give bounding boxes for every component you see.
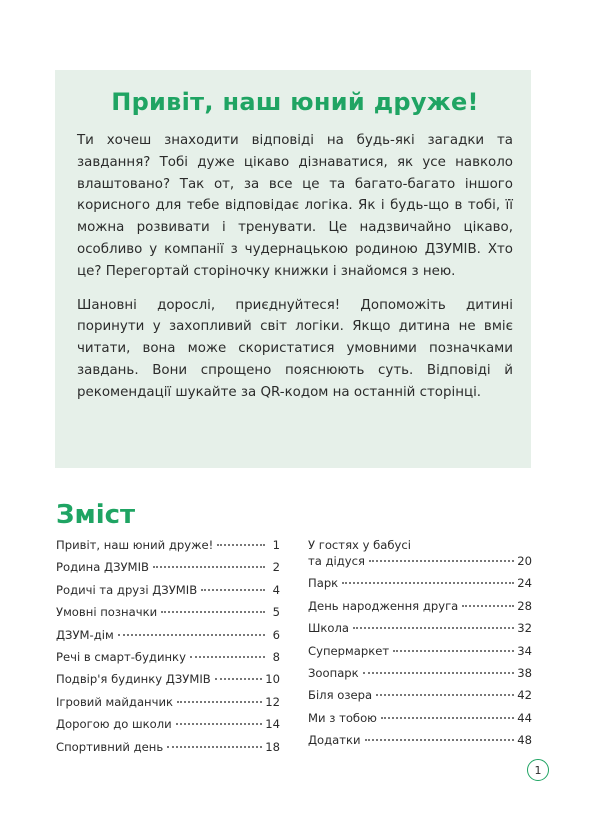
- toc-entry-page: 8: [272, 649, 280, 664]
- toc-entry-label: Родичі та друзі ДЗУМІВ: [56, 582, 198, 597]
- toc-entry-label: Школа: [308, 621, 350, 636]
- toc-entry[interactable]: [56, 605, 280, 627]
- toc-leader-dots: [201, 589, 265, 591]
- toc-entry[interactable]: [56, 628, 280, 650]
- toc-entry-page: 10: [265, 672, 280, 687]
- toc-leader-dots: [363, 672, 515, 674]
- toc-entry-label: Дорогою до школи: [56, 717, 172, 732]
- toc-leader-dots: [342, 582, 514, 584]
- toc-entry-label: Парк: [308, 576, 339, 591]
- toc-entry-page: 2: [272, 560, 280, 575]
- toc-leader-dots: [176, 723, 263, 725]
- toc-entry-page: 48: [517, 733, 532, 748]
- toc-entry-label: Спортивний день: [56, 739, 164, 754]
- toc-entry[interactable]: [308, 621, 532, 643]
- toc-entry[interactable]: [308, 666, 532, 688]
- intro-title: Привіт, наш юний друже!: [111, 88, 479, 116]
- toc-leader-dots: [353, 627, 514, 629]
- toc-leader-dots: [167, 746, 262, 748]
- toc-entry[interactable]: [56, 672, 280, 694]
- toc-entry-page: 38: [517, 665, 532, 680]
- toc-entry-label: Умовні позначки: [56, 605, 158, 620]
- toc-entry-page: 5: [272, 605, 280, 620]
- toc-entry-page: 28: [517, 598, 532, 613]
- toc-entry-label: Подвір'я будинку ДЗУМІВ: [56, 672, 211, 687]
- toc-leader-dots: [393, 650, 514, 652]
- toc-entry-page: 12: [265, 694, 280, 709]
- toc-entry-page: 34: [517, 643, 532, 658]
- toc-entry-label: Супермаркет: [308, 643, 390, 658]
- toc-entry-label: День народження друга: [308, 598, 459, 613]
- toc-entry[interactable]: [308, 576, 532, 598]
- toc-leader-dots: [376, 694, 514, 696]
- toc-entry-label: Речі в смарт-будинку: [56, 649, 186, 664]
- toc-entry[interactable]: [56, 650, 280, 672]
- toc-entry-label: Родина ДЗУМІВ: [56, 560, 149, 575]
- toc-entry-page: 14: [265, 717, 280, 732]
- toc-entry-label: Ми з тобою: [308, 710, 377, 725]
- toc-entry[interactable]: [308, 733, 532, 755]
- toc-entry[interactable]: [308, 599, 532, 621]
- toc-title: Зміст: [56, 500, 136, 530]
- toc-entry-page: 4: [272, 582, 280, 597]
- toc-left-column: [56, 538, 280, 762]
- toc-entry-label: Ігровий майданчик: [56, 694, 174, 709]
- toc-entry[interactable]: [308, 554, 532, 576]
- toc-leader-dots: [118, 634, 265, 636]
- toc-entry[interactable]: [308, 644, 532, 666]
- toc-entry[interactable]: [308, 688, 532, 710]
- toc-leader-dots: [369, 560, 514, 562]
- toc-leader-dots: [365, 739, 515, 741]
- toc-leader-dots: [161, 611, 265, 613]
- toc-entry[interactable]: [56, 560, 280, 582]
- toc-entry-label: Додатки: [308, 733, 361, 748]
- toc-entry-page: 6: [272, 627, 280, 642]
- toc-entry[interactable]: [56, 695, 280, 717]
- toc-entry-page: 42: [517, 688, 532, 703]
- toc-leader-dots: [177, 701, 262, 703]
- toc-entry-label-first-line[interactable]: У гостях у бабусі: [308, 538, 411, 552]
- toc-entry[interactable]: [308, 711, 532, 733]
- toc-entry-page: 24: [517, 576, 532, 591]
- toc-entry[interactable]: [56, 717, 280, 739]
- intro-panel: [55, 70, 531, 468]
- toc-entry-page: 1: [272, 538, 280, 552]
- intro-paragraph-adults: Шановні дорослі, приєднуйтеся! Допоможіть дитині поринути у захопливий світ логіки. Якщо дитина не вміє читати, вона може скористатися умовними позначками завдань. Вони спрощено пояснюють суть. Відповіді й рекомендації шукайте за QR-кодом на останній сторінці.: [77, 297, 513, 400]
- toc-leader-dots: [217, 544, 265, 546]
- toc-entry-page: 20: [517, 554, 532, 568]
- intro-paragraph-kids: Ти хочеш знаходити відповіді на будь-які загадки та завдання? Тобі дуже цікаво дізнаватися, як усе навколо влаштовано? Так от, за все це та багато-багато іншого корисного для тебе відповідає логіка. Як і будь-що в тобі, її можна розвивати і тренувати. Це надзвичайно цікаво, особливо у компанії з чудернацькою родиною ДЗУМІВ. Хто це? Перегортай сторіночку книжки і знайомся з нею.: [77, 133, 513, 279]
- toc-entry-label: Привіт, наш юний друже!: [56, 538, 214, 552]
- toc-entry[interactable]: [56, 740, 280, 762]
- toc-right-column: [308, 538, 532, 756]
- toc-leader-dots: [190, 656, 265, 658]
- toc-leader-dots: [462, 605, 514, 607]
- toc-leader-dots: [215, 678, 263, 680]
- toc-entry-page: 44: [517, 710, 532, 725]
- toc-entry[interactable]: [56, 583, 280, 605]
- toc-entry-page: 32: [517, 621, 532, 636]
- toc-entry-page: 18: [265, 739, 280, 754]
- toc-entry-label: ДЗУМ-дім: [56, 627, 114, 642]
- toc-entry-label: та дідуся: [308, 554, 366, 568]
- toc-leader-dots: [153, 566, 265, 568]
- toc-entry-label: Зоопарк: [308, 665, 359, 680]
- toc-leader-dots: [381, 717, 514, 719]
- toc-entry[interactable]: [56, 538, 280, 560]
- page-number-badge: 1: [527, 759, 549, 781]
- toc-entry-label: Біля озера: [308, 688, 373, 703]
